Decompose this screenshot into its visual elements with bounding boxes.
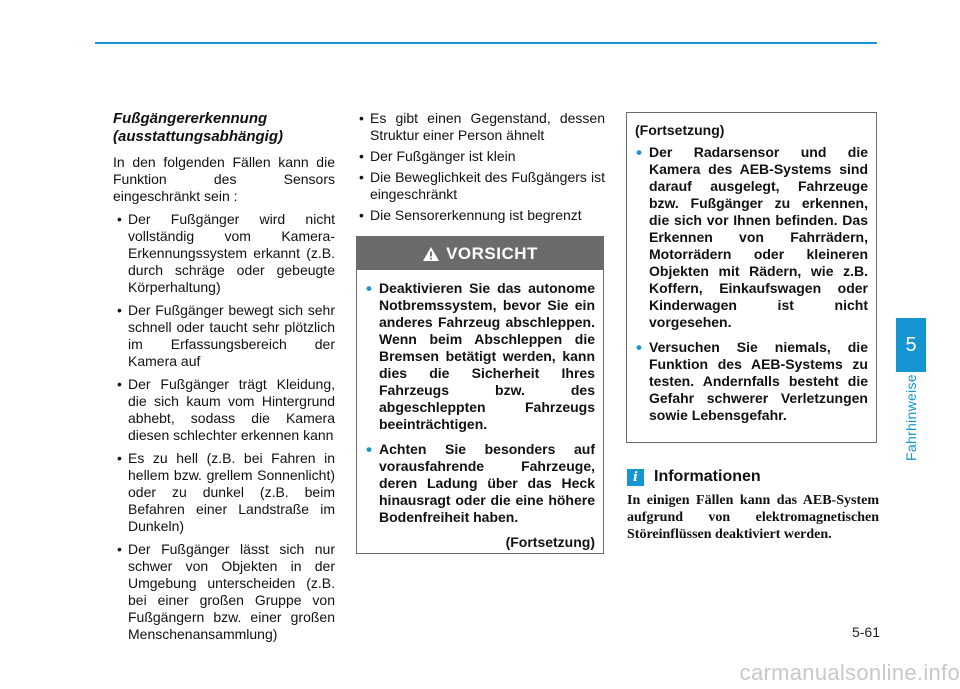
heading-line-1: Fußgängererkennung xyxy=(113,110,268,127)
caution-body xyxy=(357,270,603,551)
caution-header xyxy=(357,237,603,270)
caution-title: VORSICHT xyxy=(446,243,538,263)
chapter-number: 5 xyxy=(905,333,917,356)
header-rule xyxy=(95,42,877,44)
heading-line-2: (ausstattungsabhängig) xyxy=(113,128,284,145)
caution-item: • Der Radarsensor und die Kamera des AEB-Systems sind darauf ausgelegt, Fahrzeuge bzw. Fußgänger zu erkennen, die sich vor Ihnen befinden. Das Erkennen von Fahrrädern, Motorrädern oder kleineren Objekten mit Rädern, wie z.B. Koffern, Einkaufswagen oder Kinderwagen ist nicht vorgesehen. xyxy=(635,144,868,331)
watermark: carmanualsonline.info xyxy=(739,660,960,685)
caution-item: • Versuchen Sie niemals, die Funktion des AEB-Systems zu testen. Andernfalls besteht die Gefahr schwerer Verletzungen sowie Lebensgefahr. xyxy=(635,339,868,424)
information-section xyxy=(627,466,879,543)
page-number: 5-61 xyxy=(851,624,880,640)
list-item: • Die Sensorerkennung ist begrenzt xyxy=(355,207,605,224)
info-icon: i xyxy=(627,469,644,486)
continued-note: (Fortsetzung) xyxy=(505,534,595,550)
chapter-name: Fahrhinweise xyxy=(903,374,919,462)
continuation-list xyxy=(635,144,868,424)
list-item: • Der Fußgänger lässt sich nur schwer von Objekten in der Umgebung unterscheiden (z.B. bei einer großen Gruppe von Fußgängern bzw. einer großen Menschenansammlung) xyxy=(113,541,335,643)
section-heading xyxy=(113,110,335,146)
information-title: Informationen xyxy=(654,468,761,485)
list-item: • Der Fußgänger wird nicht vollständig vom Kamera-Erkennungssystem erkannt (z.B. durch schräge oder gebeugte Körperhaltung) xyxy=(113,211,335,296)
information-header xyxy=(627,466,879,488)
caution-item: • Achten Sie besonders auf vorausfahrende Fahrzeuge, deren Ladung über das Heck hinausragt oder die eine höhere Bodenfreiheit haben. xyxy=(365,441,595,526)
warning-triangle-icon xyxy=(422,246,440,262)
caution-item: • Deaktivieren Sie das autonome Notbremssystem, bevor Sie ein anderes Fahrzeug abschleppen. Wenn beim Abschleppen die Bremsen betätigt werden, kann dies die Sicherheit Ihres Fahrzeugs bzw. des abgeschleppten Fahrzeugs beeinträchtigen. xyxy=(365,280,595,433)
list-item: • Es zu hell (z.B. bei Fahren in hellem bzw. grellem Sonnenlicht) oder zu dunkel (z.B. beim Befahren einer Landstraße im Dunkeln) xyxy=(113,450,335,535)
list-item: • Der Fußgänger trägt Kleidung, die sich kaum vom Hintergrund abhebt, sodass die Kamera diesen schlechter erkennen kann xyxy=(113,376,335,444)
caution-box xyxy=(356,236,604,554)
intro-paragraph: In den folgenden Fällen kann die Funktion des Sensors eingeschränkt sein : xyxy=(113,154,335,204)
list-item: • Der Fußgänger ist klein xyxy=(355,148,605,165)
limitation-list xyxy=(113,211,335,643)
caution-list xyxy=(365,280,595,526)
continuation-box xyxy=(626,112,877,443)
list-item: • Der Fußgänger bewegt sich sehr schnell oder taucht sehr plötzlich im Erfassungsbereich der Kamera auf xyxy=(113,302,335,370)
continuation-label: (Fortsetzung) xyxy=(635,122,725,138)
chapter-tab[interactable] xyxy=(896,318,926,372)
middle-column xyxy=(355,110,605,228)
information-text: In einigen Fällen kann das AEB-System aufgrund von elektromagnetischen Störeinflüssen deaktiviert werden. xyxy=(627,493,879,542)
limitation-list-continued xyxy=(355,110,605,224)
list-item: • Die Beweglichkeit des Fußgängers ist eingeschränkt xyxy=(355,169,605,203)
left-column xyxy=(113,110,335,649)
list-item: • Es gibt einen Gegenstand, dessen Struktur einer Person ähnelt xyxy=(355,110,605,144)
